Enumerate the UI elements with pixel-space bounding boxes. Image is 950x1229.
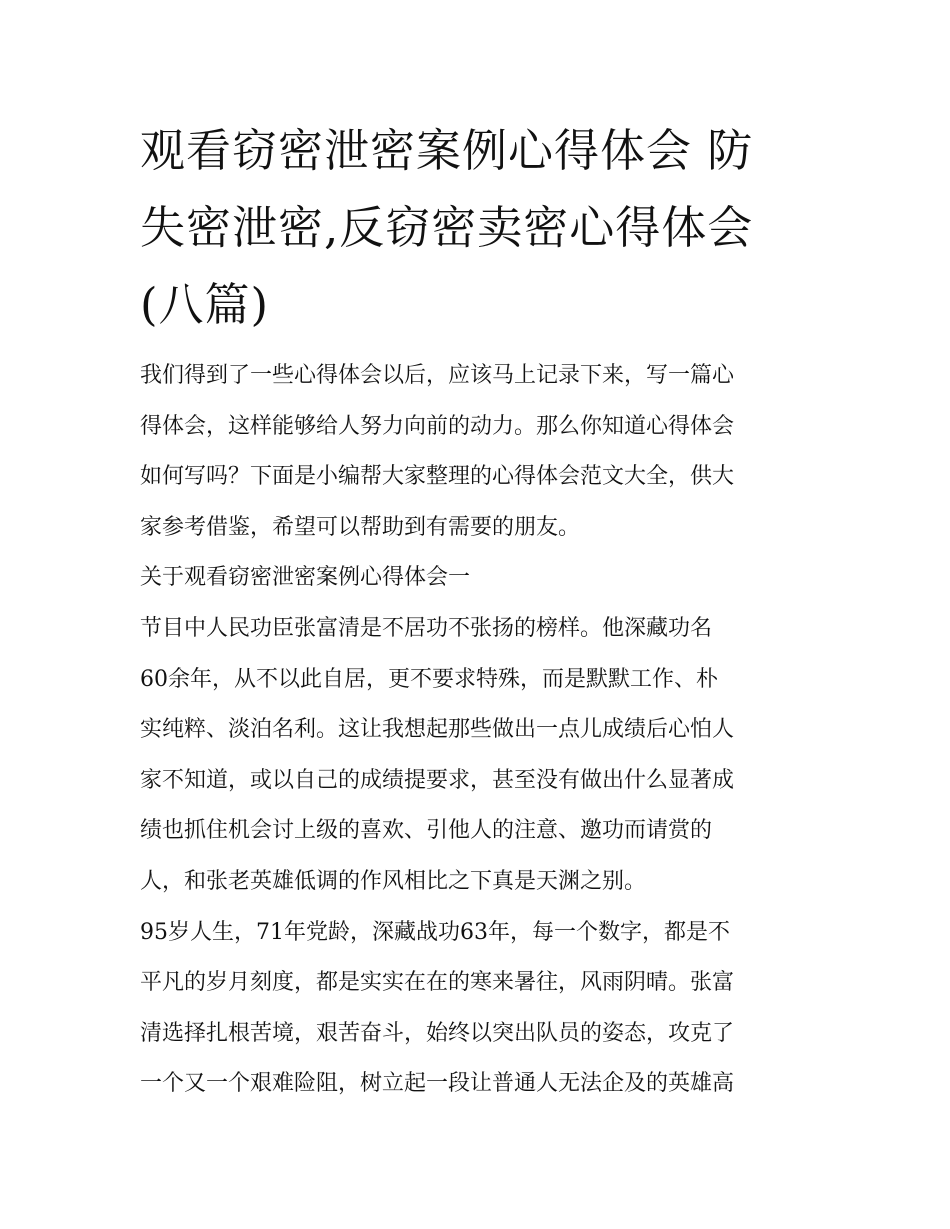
paragraph-line: 一个又一个艰难险阻，树立起一段让普通人无法企及的英雄高	[140, 1071, 735, 1097]
paragraph-line: 清选择扎根苦境，艰苦奋斗，始终以突出队员的姿态，攻克了	[140, 1020, 735, 1046]
paragraph-line: 家不知道，或以自己的成绩提要求，甚至没有做出什么显著成	[140, 767, 735, 793]
document-page	[140, 112, 820, 1110]
document-title	[140, 112, 820, 343]
title-line: 失密泄密,反窃密卖密心得体会	[140, 201, 754, 254]
paragraph-line: 人，和张老英雄低调的作风相比之下真是天渊之别。	[140, 868, 647, 894]
intro-line: 我们得到了一些心得体会以后，应该马上记录下来，写一篇心	[140, 363, 735, 388]
title-line: (八篇)	[140, 278, 270, 331]
paragraph-line: 实纯粹、淡泊名利。这让我想起那些做出一点儿成绩后心怕人	[140, 717, 735, 743]
paragraph-line: 60余年，从不以此自居，更不要求特殊，而是默默工作、朴	[140, 666, 718, 692]
document-body	[140, 351, 820, 1110]
intro-line: 得体会，这样能够给人努力向前的动力。那么你知道心得体会	[140, 413, 735, 439]
paragraph-line: 95岁人生，71年党龄，深藏战功63年，每一个数字，都是不	[140, 919, 730, 945]
intro-line: 如何写吗？下面是小编帮大家整理的心得体会范文大全，供大	[140, 464, 735, 490]
paragraph-line: 节目中人民功臣张富清是不居功不张扬的榜样。他深藏功名	[140, 615, 713, 641]
intro-line: 家参考借鉴，希望可以帮助到有需要的朋友。	[140, 514, 581, 540]
section-heading: 关于观看窃密泄密案例心得体会一	[140, 565, 471, 591]
paragraph-line: 平凡的岁月刻度，都是实实在在的寒来暑往，风雨阴晴。张富	[140, 970, 735, 996]
paragraph-line: 绩也抓住机会讨上级的喜欢、引他人的注意、邀功而请赏的	[140, 818, 713, 844]
title-line: 观看窃密泄密案例心得体会 防	[140, 124, 754, 177]
